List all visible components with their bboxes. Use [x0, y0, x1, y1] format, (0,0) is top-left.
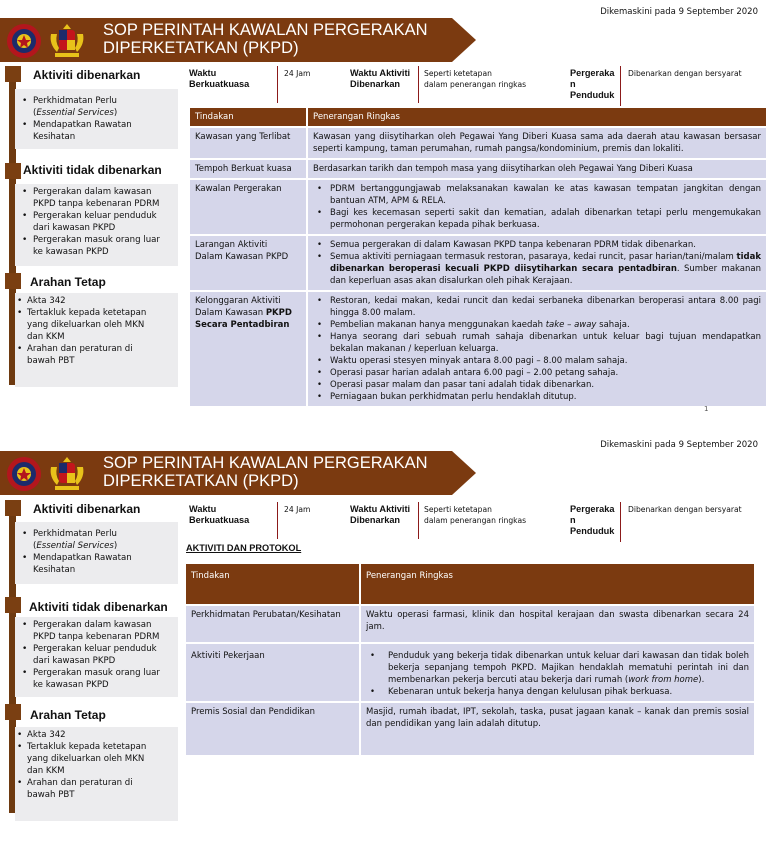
info-separator [277, 502, 278, 539]
section-marker [5, 66, 21, 82]
list-item: • Perkhidmatan Perlu (Essential Services) [15, 528, 178, 552]
table-row: Larangan Aktiviti Dalam Kawasan PKPD • Semua pergerakan di dalam Kawasan PKPD tanpa kebenaran PDRM tidak dibenarkan. • Semua aktiviti perniagaan termasuk restoran, pasaraya, kedai runcit, pasar harian/tani/malam tidak dibenarkan beroperasi kecuali PKPD diisytiharkan secara pentadbiran. Sumber makanan dan keperluan asas akan disalurkan oleh pihak Kerajaan. [190, 236, 766, 290]
header-description: Penerangan Ringkas [361, 564, 754, 604]
coat-of-arms-icon [47, 22, 87, 60]
table-header-row [186, 564, 754, 604]
list-item: • Pergerakan dalam kawasan PKPD tanpa kebenaran PDRM [15, 186, 178, 210]
section-marker [5, 163, 21, 179]
header-action: Tindakan [190, 108, 308, 126]
list-item: • Pergerakan masuk orang luar ke kawasan PKPD [15, 234, 178, 258]
info-separator [418, 502, 419, 539]
info-separator [620, 502, 621, 542]
header-action: Tindakan [186, 564, 361, 604]
list-item: • Arahan dan peraturan di bawah PBT [15, 777, 178, 801]
section-marker [5, 597, 21, 613]
table-row: Kawalan Pergerakan • PDRM bertanggungjawab melaksanakan kawalan ke atas kawasan tempatan jangkitan dengan bantuan ATM, APM & RELA. • Bagi kes kecemasan seperti sakit dan kematian, adalah dibenarkan tetapi perlu mengemukakan permohonan pergerakan kepada pihak berkuasa. [190, 180, 766, 234]
table-row: Perkhidmatan Perubatan/Kesihatan Waktu operasi farmasi, klinik dan hospital kerajaan dan swasta dibenarkan secara 24 jam. [186, 606, 754, 642]
directives-heading: Arahan Tetap [30, 708, 106, 722]
table-row: Kawasan yang Terlibat Kawasan yang diisytiharkan oleh Pegawai Yang Diberi Kuasa sama ada daerah atau kawasan bersasar seperti kampung, taman perumahan, rumah pangsa/kondominium, premis dan lokaliti. [190, 128, 766, 158]
list-item: • Pergerakan masuk orang luar ke kawasan PKPD [15, 667, 178, 691]
directives-box [15, 727, 178, 821]
not-allowed-heading: Aktiviti tidak dibenarkan [29, 600, 168, 614]
sop-table [190, 106, 766, 408]
list-item: • Akta 342 [15, 295, 178, 307]
section-marker [5, 500, 21, 516]
section-marker [5, 704, 21, 720]
slide-title: SOP PERINTAH KAWALAN PERGERAKAN DIPERKETATKAN (PKPD) [103, 454, 428, 490]
info-separator [418, 66, 419, 103]
hours-label: Waktu Berkuatkuasa [189, 504, 250, 525]
list-item: • Pergerakan dalam kawasan PKPD tanpa kebenaran PDRM [15, 619, 178, 643]
police-emblem-icon [4, 22, 44, 60]
updated-date: Dikemaskini pada 9 September 2020 [600, 7, 758, 17]
directives-box [15, 293, 178, 387]
section-marker [5, 273, 21, 289]
list-item: • Mendapatkan Rawatan Kesihatan [15, 119, 178, 143]
movement-value: Dibenarkan dengan bersyarat [628, 505, 742, 514]
page-number: 1 [704, 405, 709, 413]
directives-heading: Arahan Tetap [30, 275, 106, 289]
list-item: • Perkhidmatan Perlu (Essential Services) [15, 95, 178, 119]
not-allowed-box [15, 184, 178, 266]
info-separator [620, 66, 621, 106]
movement-label: Pergeraka n Penduduk [570, 68, 615, 100]
activity-time-label: Waktu Aktiviti Dibenarkan [350, 68, 411, 89]
movement-label: Pergeraka n Penduduk [570, 504, 615, 536]
allowed-box [15, 522, 178, 584]
allowed-heading: Aktiviti dibenarkan [33, 502, 141, 516]
table-row: Aktiviti Pekerjaan • Penduduk yang bekerja tidak dibenarkan untuk keluar dari kawasan dan tidak boleh bekerja sepanjang tempoh PKPD. Majikan hendaklah mematuhi perintah ini dan membenarkan pekerja bercuti atau bekerja dari rumah (work from home). • Kebenaran untuk bekerja hanya dengan kelulusan pihak berkuasa. [186, 644, 754, 701]
allowed-box [15, 89, 178, 149]
allowed-heading: Aktiviti dibenarkan [33, 68, 141, 82]
not-allowed-box [15, 617, 178, 697]
table-row: Tempoh Berkuat kuasa Berdasarkan tarikh dan tempoh masa yang diisytiharkan oleh Pegawai Yang Diberi Kuasa [190, 160, 766, 178]
sop-table [186, 562, 754, 757]
slide-2 [0, 433, 768, 866]
list-item: • Pergerakan keluar penduduk dari kawasan PKPD [15, 210, 178, 234]
header-description: Penerangan Ringkas [308, 108, 766, 126]
activity-time-label: Waktu Aktiviti Dibenarkan [350, 504, 411, 525]
list-item: • Tertakluk kepada ketetapan yang dikeluarkan oleh MKN dan KKM [15, 307, 178, 343]
list-item: • Arahan dan peraturan di bawah PBT [15, 343, 178, 367]
hours-value: 24 Jam [284, 505, 311, 514]
info-separator [277, 66, 278, 103]
table-header-row [190, 108, 766, 126]
hours-label: Waktu Berkuatkuasa [189, 68, 250, 89]
not-allowed-heading: Aktiviti tidak dibenarkan [23, 163, 162, 177]
coat-of-arms-icon [47, 455, 87, 493]
section-subtitle: AKTIVITI DAN PROTOKOL [186, 543, 302, 553]
list-item: • Pergerakan keluar penduduk dari kawasan PKPD [15, 643, 178, 667]
slide-title: SOP PERINTAH KAWALAN PERGERAKAN DIPERKETATKAN (PKPD) [103, 21, 428, 57]
list-item: • Mendapatkan Rawatan Kesihatan [15, 552, 178, 576]
movement-value: Dibenarkan dengan bersyarat [628, 69, 742, 78]
hours-value: 24 Jam [284, 69, 311, 78]
table-row: Premis Sosial dan Pendidikan Masjid, rumah ibadat, IPT, sekolah, taska, pusat jagaan kanak – kanak dan premis sosial dan pendidikan yang lain adalah ditutup. [186, 703, 754, 755]
list-item: • Tertakluk kepada ketetapan yang dikeluarkan oleh MKN dan KKM [15, 741, 178, 777]
info-strip [188, 66, 768, 106]
list-item: • Akta 342 [15, 729, 178, 741]
activity-time-value: Seperti ketetapan dalam penerangan ringkas [424, 69, 527, 89]
police-emblem-icon [4, 455, 44, 493]
info-strip [188, 502, 768, 542]
updated-date: Dikemaskini pada 9 September 2020 [600, 440, 758, 450]
table-row: Kelonggaran Aktiviti Dalam Kawasan PKPD Secara Pentadbiran • Restoran, kedai makan, kedai runcit dan kedai serbaneka dibenarkan beroperasi antara 8.00 pagi hingga 8.00 malam. • Pembelian makanan hanya menggunakan kaedah take – away sahaja. • Hanya seorang dari sebuah rumah sahaja dibenarkan untuk keluar bagi tujuan mendapatkan bekalan makanan / keperluan keluarga. • Waktu operasi stesyen minyak antara 8.00 pagi – 8.00 malam sahaja. • Operasi pasar harian adalah antara 6.00 pagi – 2.00 petang sahaja. • Operasi pasar malam dan pasar tani adalah tidak dibenarkan. • Perniagaan bukan perkhidmatan perlu hendaklah ditutup. [190, 292, 766, 406]
activity-time-value: Seperti ketetapan dalam penerangan ringkas [424, 505, 527, 525]
